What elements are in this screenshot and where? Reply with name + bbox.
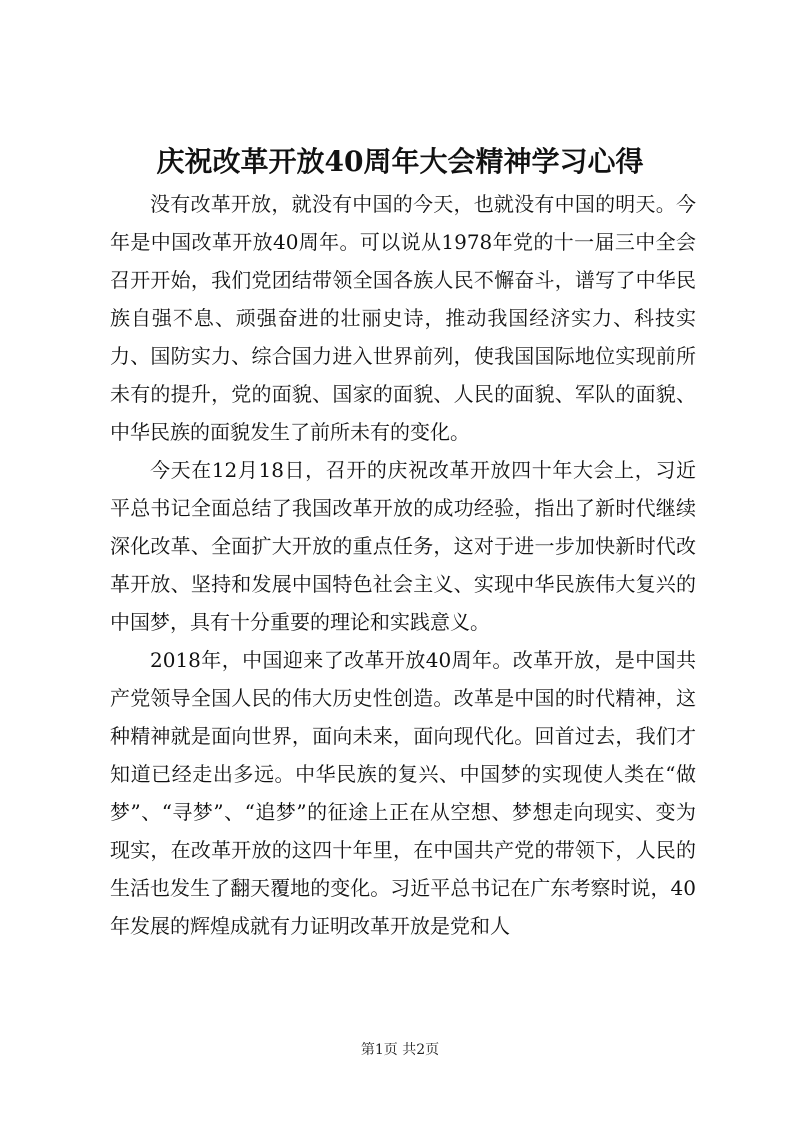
document-body <box>110 185 696 945</box>
paragraph-2: 今天在12月18日，召开的庆祝改革开放四十年大会上，习近平总书记全面总结了我国改革开放的成功经验，指出了新时代继续深化改革、全面扩大开放的重点任务，这对于进一步加快新时代改革开放、坚持和发展中国特色社会主义、实现中华民族伟大复兴的中国梦，具有十分重要的理论和实践意义。 <box>110 458 696 634</box>
paragraph-1: 没有改革开放，就没有中国的今天，也就没有中国的明天。今年是中国改革开放40周年。可以说从1978年党的十一届三中全会召开开始，我们党团结带领全国各族人民不懈奋斗，谱写了中华民族自强不息、顽强奋进的壮丽史诗，推动我国经济实力、科技实力、国防实力、综合国力进入世界前列，使我国国际地位实现前所未有的提升，党的面貌、国家的面貌、人民的面貌、军队的面貌、中华民族的面貌发生了前所未有的变化。 <box>110 192 696 444</box>
page-footer: 第1页 共2页 <box>360 1042 440 1058</box>
document-title: 庆祝改革开放40周年大会精神学习心得 <box>156 145 644 178</box>
paragraph-3: 2018年，中国迎来了改革开放40周年。改革开放，是中国共产党领导全国人民的伟大历史性创造。改革是中国的时代精神，这种精神就是面向世界，面向未来，面向现代化。回首过去，我们才知道已经走出多远。中华民族的复兴、中国梦的实现使人类在“做梦”、“寻梦”、“追梦”的征途上正在从空想、梦想走向现实、变为现实，在改革开放的这四十年里，在中国共产党的带领下，人民的生活也发生了翻天覆地的变化。习近平总书记在广东考察时说，40年发展的辉煌成就有力证明改革开放是党和人 <box>110 648 696 938</box>
